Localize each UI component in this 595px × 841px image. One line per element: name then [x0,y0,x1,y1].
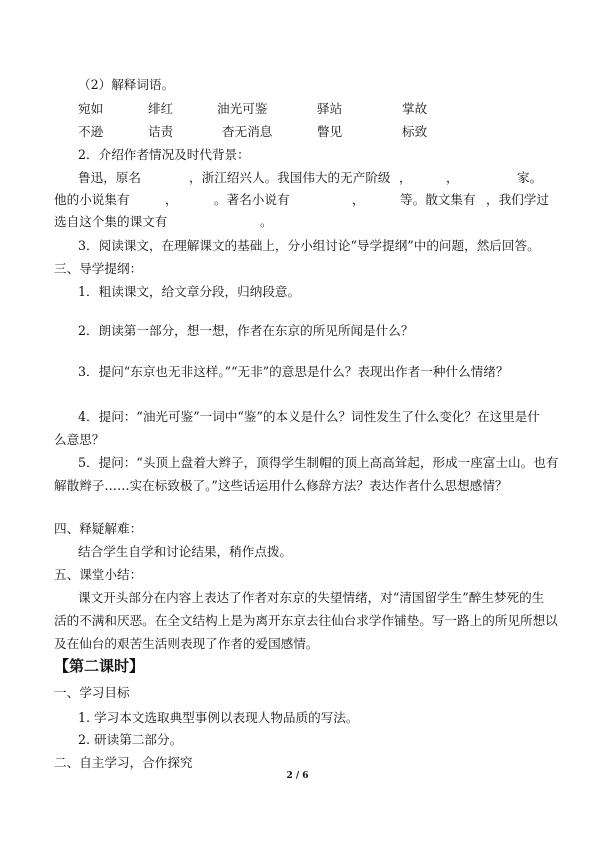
guide-question: 2．朗读第一部分，想一想，作者在东京的所见所闻是什么？ [78,323,414,338]
vocab-word: 掌故 [402,101,428,116]
author-intro-text: 等。散文集有 [400,192,476,207]
doubts-heading: 四、释疑解难： [54,521,143,536]
vocab-heading: （2）解释词语。 [78,77,175,92]
objective-item: 1. 学习本文选取典型事例以表现人物品质的写法。 [78,710,359,725]
vocab-word: 绯红 [148,101,174,116]
author-intro-text: 家。 [517,170,543,185]
vocab-word: 不逊 [78,124,104,139]
vocab-word: 驿站 [317,101,343,116]
vocab-word: 瞥见 [317,124,343,139]
guide-question: 解散辫子……实在标致极了。”这些话运用什么修辞方法？表达作者什么思想感情？ [54,478,508,493]
vocab-word: 标致 [402,124,428,139]
author-intro-text: 。著名小说有 [214,192,290,207]
author-intro-text: ， [352,192,365,207]
author-intro-text: ， [446,170,459,185]
objectives-heading: 一、学习目标 [54,685,130,700]
objective-item: 2. 研读第二部分。 [78,732,183,747]
guide-question: 4．提问：“油光可鉴”一词中“鉴”的本义是什么？词性发生了什么变化？在这里是什 [78,409,540,424]
guide-question: 1．粗读课文，给文章分段，归纳段意。 [78,284,301,299]
step-3-text: 3．阅读课文，在理解课文的基础上，分小组讨论“导学提纲”中的问题，然后回答。 [78,238,540,253]
study-heading: 二、自主学习，合作探究 [54,755,193,770]
author-intro-text: ， [399,170,412,185]
vocab-word: 油光可鉴 [217,101,268,116]
second-lesson-title: 【第二课时】 [54,657,145,675]
vocab-word: 杳无消息 [222,124,273,139]
guide-heading: 三、导学提纲： [54,261,143,276]
doubts-text: 结合学生自学和讨论结果，稍作点拨。 [78,544,293,559]
vocab-word: 宛如 [78,101,104,116]
author-intro-text: 。 [260,214,273,229]
guide-question: 么意思？ [54,432,105,447]
author-intro-text: 选自这个集的课文有 [54,214,168,229]
author-intro-text: ， [165,192,178,207]
page-number: 2 / 6 [286,771,309,781]
summary-paragraph: 及在仙台的艰苦生活则表现了作者的爱国感情。 [54,636,319,651]
author-intro-text: ，浙江绍兴人。我国伟大的无产阶级 [189,170,391,185]
author-intro-text: ，我们学过 [486,192,549,207]
guide-question: 5．提问：“头顶上盘着大辫子，顶得学生制帽的顶上高高耸起，形成一座富士山。也有 [78,455,559,470]
author-intro-text: 他的小说集有 [54,192,130,207]
summary-heading: 五、课堂小结： [54,567,143,582]
vocab-word: 诘责 [148,124,174,139]
summary-paragraph: 活的不满和厌恶。在全文结构上是为离开东京去往仙台求学作铺垫。写一路上的所见所想以 [54,613,558,628]
author-intro-heading: 2．介绍作者情况及时代背景： [78,147,250,162]
guide-question: 3．提问“东京也无非这样。”“无非”的意思是什么？表现出作者一种什么情绪？ [78,364,509,379]
summary-paragraph: 课文开头部分在内容上表达了作者对东京的失望情绪，对“清国留学生”醉生梦死的生 [78,590,545,605]
author-intro-text: 鲁迅，原名 [78,170,141,185]
